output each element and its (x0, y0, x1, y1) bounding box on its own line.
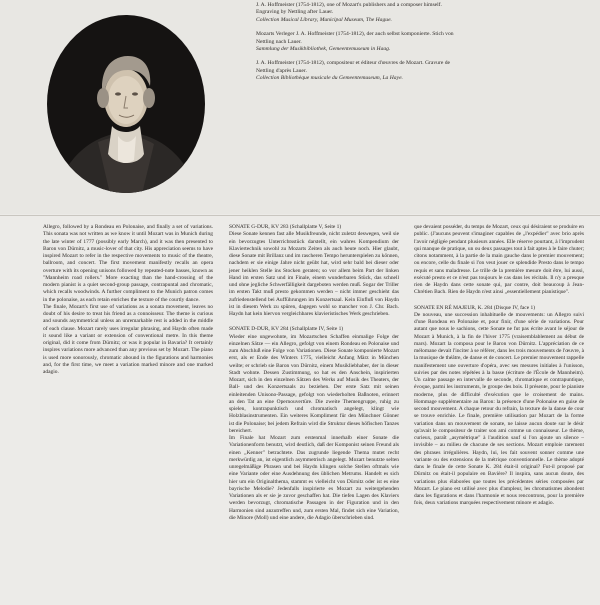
french-heading-1: SONATE EN RÉ MAJEUR, K. 284 (Disque IV, face 1) (414, 304, 536, 311)
german-paragraph-2: Wieder eine ungewohnte, im Mozartschen Schaffen einmalige Folge der einzelnen Sätze — ein Allegro, gefolgt von einem Rondeau en Polonaise und zum Abschluß eine Folge von Variationen. Diese Sonate komponierte Mozart erst, als er Ende des Winters 1775, vielleicht Anfang März in München weilte; er schrieb sie Baron von Dürnitz, einem Musikliebhaber, der in dieser Stadt wohnte. Dessen Zustimmung, so hat es den Anschein, inspirierten Mozart, sich in den einzelnen Sätzen des Werks auf Musik des Theaters, der Ball- und des Konzertsaals zu beziehen. Der erste Satz mit seinen einleitenden Unisono-Passage, gefolgt von wiederholten Baßnoten, erinnert an den Tat an eine Opernouvertüre. Die zweite Themengruppe, ruhig zu spielen, kontrapunktisch und chromatisch angelegt, klingt wie Holzblasinstrumenten. Ein weiteres Kompliment für den Münchner Gönner ist die Polonaise; bei jedem Refrain wird die Struktur dieses höfischen Tanzes bereichert. (229, 333, 399, 434)
text-columns (0, 224, 600, 605)
portrait-captions (256, 2, 456, 90)
german-paragraph-1: Diese Sonate kennen fast alle Musikfreunde, nicht zuletzt deswegen, weil sie ein bevorzugtes Unterrichtsstück darstellt, ein wahres Kompendium der Klaviertechnik sowohl zu Mozarts Zeiten als auch heute noch. Hier glaubt, diese Sonate mit Brillanz und im rascheren Tempo herunterspielen zu können, nachdem er sie einige Jahre nicht geübt hat, wird sehr bald bei dieser oder jener heiklen Stelle ins Stocken geraten; so vor allem beim Part der linken Hand im ersten Satz und im Finale, einem wunderbaren Stück, das schnell und ohne jegliche Schwerfälligkeit dargeboten werden muß. Sogar der Triller im ersten Takt muß presto gekommen werden – nicht immer geschieht das zufriedenstellend bei Aufführungen im Konzertsaal. Kein Einfluß von Haydn ist in diesem Werk zu spüren, dagegen wohl so mancher von J. Chr. Bach. Haydn hat kein hiervon vergleichbares klavieristisches Werk geschrieben. (229, 231, 399, 317)
caption-english: J. A. Hoffmeister (1754-1812), one of Mozart's publishers and a composer himself. Engraving by Nettling after Lauer. Collection Musical Library, Municipal Museum, The Hague. (256, 2, 456, 24)
french-paragraph-2: De nouveau, une succession inhabituelle de mouvements: un Allegro suivi d'une Rondeau en Polonaise et, pour finir, d'une série de variations. Pour autant que nous le sachions, cette Sonate ne fut pas écrite avant le séjour de Mozart à Munich, à la fin de l'hiver 1775 (vraisemblablement au début de mars). Mozart la composa pour le Baron von Dürnitz. L'appréciation de ce mélomane devait l'inciter à se référer, dans les trois mouvements de l'œuvre, à la musique de théâtre, de danse et de concert. Le premier mouvement rappelle manifestement une ouverture d'opéra, avec ses mesures initiales à l'unisson, suivies par des notes répétées à la basse (écriture de l'École de Mannheim). Un calme passage en intervalle de seconde, chromatique et contrapuntique, évoque, parmi les instruments, le groupe des bois. Il présente, pour le pianiste moderne, plus de difficulté d'exécution que le croisement de mains. Hommage supplémentaire au Baron: la présence d'une Polonaise en guise de second mouvement. A chaque retour du refrain, la texture de la danse de cour se trouve enrichie. Le finale, première utilisation par Mozart de la forme variation dans un mouvement de sonate, ne laisse aucun doute sur le désir qu'avait le compositeur de traiter son ami comme un connaisseur. Le thème, curieux, paraît „asymétrique" à l'audition sauf si l'on ajoute un silence – invisible – au milieu de chacune de ses sections. Mozart emploie rarement des phrases irrégulières. Haydn, lui, les fait souvent sonner comme une variante ou des extensions de la métrique conventionnelle. Le thème adopté dans le finale de cette Sonate K. 284 était-il original? Fut-il proposé par Dürnitz ou était-il populaire en Bavière? Il inspira, sans aucun doute, des variations plus élaborées que toutes les précédentes séries composées par Mozart. Le piano est utilisé avec plus d'ampleur, les chromatismes abondent dans les figurations et dans l'harmonie et nous rencontrons, pour la première fois, deux variations marquées respectivement minore et adagio. (414, 311, 584, 507)
german-heading-1: SONATE G-DUR, KV 283 (Schallplatte V, Seite 1) (229, 224, 342, 230)
german-heading-2: SONATE D-DUR, KV 284 (Schallplatte IV, Seite 1) (229, 326, 344, 333)
english-paragraph-1: Allegro, followed by a Rondeau en Polonaise, and finally a set of variations. This sonata was not written as we know it until Mozart was in Munich during the late winter of 1777 (possibly early March), and it was then presented to Baron von Dürnitz, a music-lover of that city. His appreciation seems to have inspired Mozart to refer in the respective movements to music of the theatre, ballroom, and concert. The first movement manifestly recalls an opera overture with its opening unisons followed by repeated-note basses, known as "Mannheim road rollers." More exacting than the hand-crossing of the modern pianist is a quiet second-group passage, contrapuntal and chromatic, which recalls woodwinds. A further compliment to the Munich patron comes in the polonaise, as each retain enriches the texture of the courtly dance. (43, 224, 213, 303)
caption-french: J. A. Hoffmeister (1754-1812), compositeur et éditeur d'œuvres de Mozart. Gravure de Nettling d'après Lauer. Collection Bibliothèque musicale du Gemeentemuseum, La Haye. (256, 60, 456, 82)
english-paragraph-2: The finale, Mozart's first use of variations as a sonata movement, leaves no doubt of his desire to treat his friend as a connoisseur. The theme is curious and sounds asymmetrical unless an unremarkable rest is added in the middle of each clause. Mozart rarely uses irregular phrasing, and Haydn often made it sound like a variant or extension of conventional metre. In this theme original, did it come from Dürnitz; or was it popular in Bavaria? It certainly inspires variations more advanced than any previous set by Mozart. The piano is used more sonorously, chromatic abound in the figurations and harmonies and, for the first time, we meet a variation marked minore and one marked adagio. (43, 303, 213, 375)
section-divider (0, 215, 600, 216)
caption-english-collection: Collection Musical Library, Municipal Museum, The Hague. (256, 16, 392, 23)
column-french (414, 224, 584, 508)
german-paragraph-3: Im Finale hat Mozart zum erstenmal innerhalb einer Sonate die Variationenform benutzt, wird deutlich, daß der Komponist seinen Freund als einen „Kenner" betrachtete. Das zugrunde liegende Thema mutet recht merkwürdig an, ist eigentlich asymmetrisch angelegt. Mozart benutzte selten unregelmäßige Phrasen und bei Haydn klingen solche Stellen oftmals wie eine Variante oder eine Ausdehnung des üblichen Metrums. Handelt es sich hier um ein Originalthema, stammt es vielleicht von Dürnitz oder ist es eine bayrische Melodie? Jedenfalls inspirierte es Mozart zu weitergehenden Variationen als er sie je zuvor geschaffen hat. Die tiefen Lagen des Klaviers werden bevorzugt, chromatische Passagen in der Figuration und in den Harmonien sind anzutreffen und, zum ersten Mal, findet sich eine Variation, die Minore (Moll) und eine andere, die Adagio überschrieben sind. (229, 435, 399, 521)
illustration-band (0, 0, 600, 214)
portrait-engraving (46, 14, 206, 194)
french-paragraph-1: que devaient posséder, du temps de Mozart, ceux qui désiraient se produire en public. (J'aucuns peuvent s'imaginer capables de „l'expédier" avec brio après l'avoir négligée pendant plusieurs années. Elle réserve pourtant, à l'imprudent qui manque de pratique, un ou deux passages tout à fait aptes à le faire chuter; citons notamment, à la partie de la main gauche dans le premier mouvement; ou encore, celle du finale si l'on veut jouer ce splendide Presto dans le tempo requis et sans maladresse. Le trille de la première mesure doit être, lui aussi, exécuté presto et ce n'est pas toujours le cas dans les récitals. Il n'y a presque rien de Haydn dans cette sonate qui, par contre, doit beaucoup à Jean-Chrétien Bach. Rien de Haydn n'est ainsi „essentiellement pianistique". (414, 224, 585, 296)
caption-german-collection: Sammlung der Musikbibliothek, Gemeentemuseum in Haag. (256, 46, 391, 53)
french-spacer (414, 297, 584, 305)
caption-french-collection: Collection Bibliothèque musicale du Gemeentemuseum, La Haye. (256, 75, 403, 82)
caption-german: Mozarts Verleger J. A. Hoffmeister (1754-1812), der auch selbst komponierte. Stich von Nettling nach Lauer. Sammlung der Musikbibliothek, Gemeentemuseum in Haag. (256, 31, 456, 53)
column-english (43, 224, 213, 376)
column-german (229, 224, 399, 522)
